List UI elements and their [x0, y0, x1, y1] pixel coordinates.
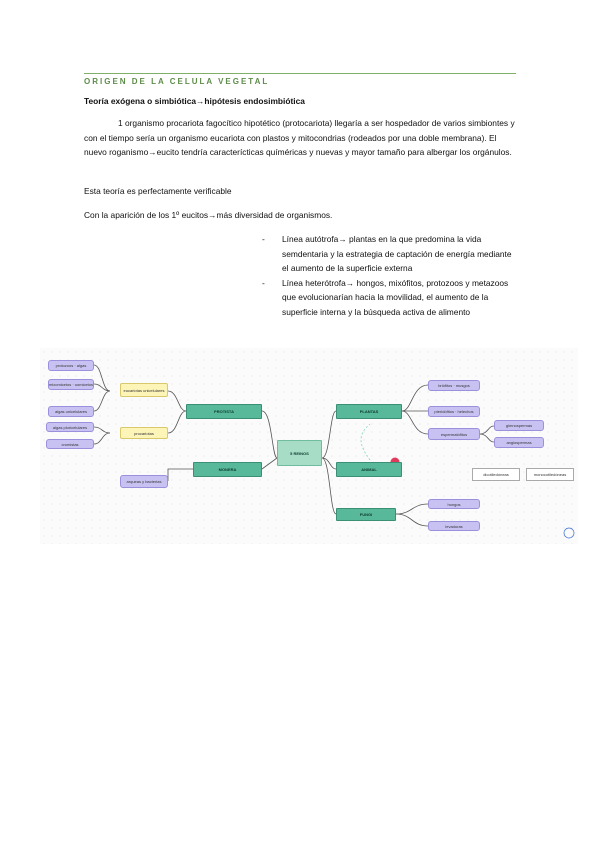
bullet-item	[262, 232, 518, 276]
map-node-left: algas pluricelulares	[46, 422, 94, 432]
map-node-white: monocotiledóneas	[526, 468, 574, 481]
map-node-monera: MONERA	[193, 462, 262, 477]
map-node-yellow: eucariotas unicelulares	[120, 383, 168, 397]
map-node-white: dicotiledóneas	[472, 468, 520, 481]
verifiable-line: Esta teoría es perfectamente verificable	[84, 186, 232, 196]
map-node-fungi: FUNGI	[336, 508, 396, 521]
aparicion-line: Con la aparición de los 1º eucitos→más diversidad de organismos.	[84, 210, 333, 220]
map-node-left: protozoos · algas	[48, 360, 94, 371]
bullet-dash: -	[262, 277, 265, 288]
map-node-monera-item: arqueas y bacterias	[120, 475, 168, 488]
map-node-fungi-item: hongos	[428, 499, 480, 509]
map-node-center: 5 REINOS	[277, 440, 322, 466]
theory-line: Teoría exógena o simbiótica→hipótesis endosimbiótica	[84, 96, 305, 106]
map-node-plant-item: briófitos · musgos	[428, 380, 480, 391]
map-node-left: mixomicetos · oomicetos	[48, 379, 94, 390]
map-node-left: algas unicelulares	[48, 406, 94, 417]
map-node-plantas: PLANTAS	[336, 404, 402, 419]
map-node-animal: ANIMAL	[336, 462, 402, 477]
bullet-text: Línea autótrofa→ plantas en la que predomina la vida semdentaria y la estrategia de captación de energía mediante el aumento de la superficie externa	[282, 234, 512, 273]
map-node-plant-item: pteridófitos · helechos	[428, 406, 480, 417]
map-node-plant-item: espermatófitos	[428, 428, 480, 440]
map-node-fungi-item: levaduras	[428, 521, 480, 531]
bullet-dash: -	[262, 234, 265, 244]
map-node-left: cromistas	[46, 439, 94, 449]
bullet-list	[262, 232, 518, 319]
mind-map-image	[40, 348, 578, 544]
logo-circle	[564, 528, 574, 538]
map-node-plant-sub: angiospermas	[494, 437, 544, 448]
map-node-protista: PROTISTA	[186, 404, 262, 419]
map-node-plant-sub: gimnospermas	[494, 420, 544, 431]
bullet-text: Línea heterótrofa→ hongos, mixófitos, protozoos y metazoos que evolucionarían hacia la movilidad, el aumento de la superficie interna y la búsqueda activa de alimento	[282, 277, 509, 317]
bullet-item	[262, 276, 518, 320]
body-paragraph: 1 organismo procariota fagocítico hipotético (protocariota) llegaría a ser hospedador de varios simbiontes y con el tiempo sería un organismo eucariota con plastos y mitocondrias (rodeados por una doble membrana). El nuevo roganismo→eucito tendría caracterícticas químéricas y nuevas y mayor tamaño para albergar los orgánulos.	[84, 118, 515, 157]
section-heading: ORIGEN DE LA CELULA VEGETAL	[84, 73, 516, 86]
map-node-yellow: procariotas	[120, 427, 168, 439]
